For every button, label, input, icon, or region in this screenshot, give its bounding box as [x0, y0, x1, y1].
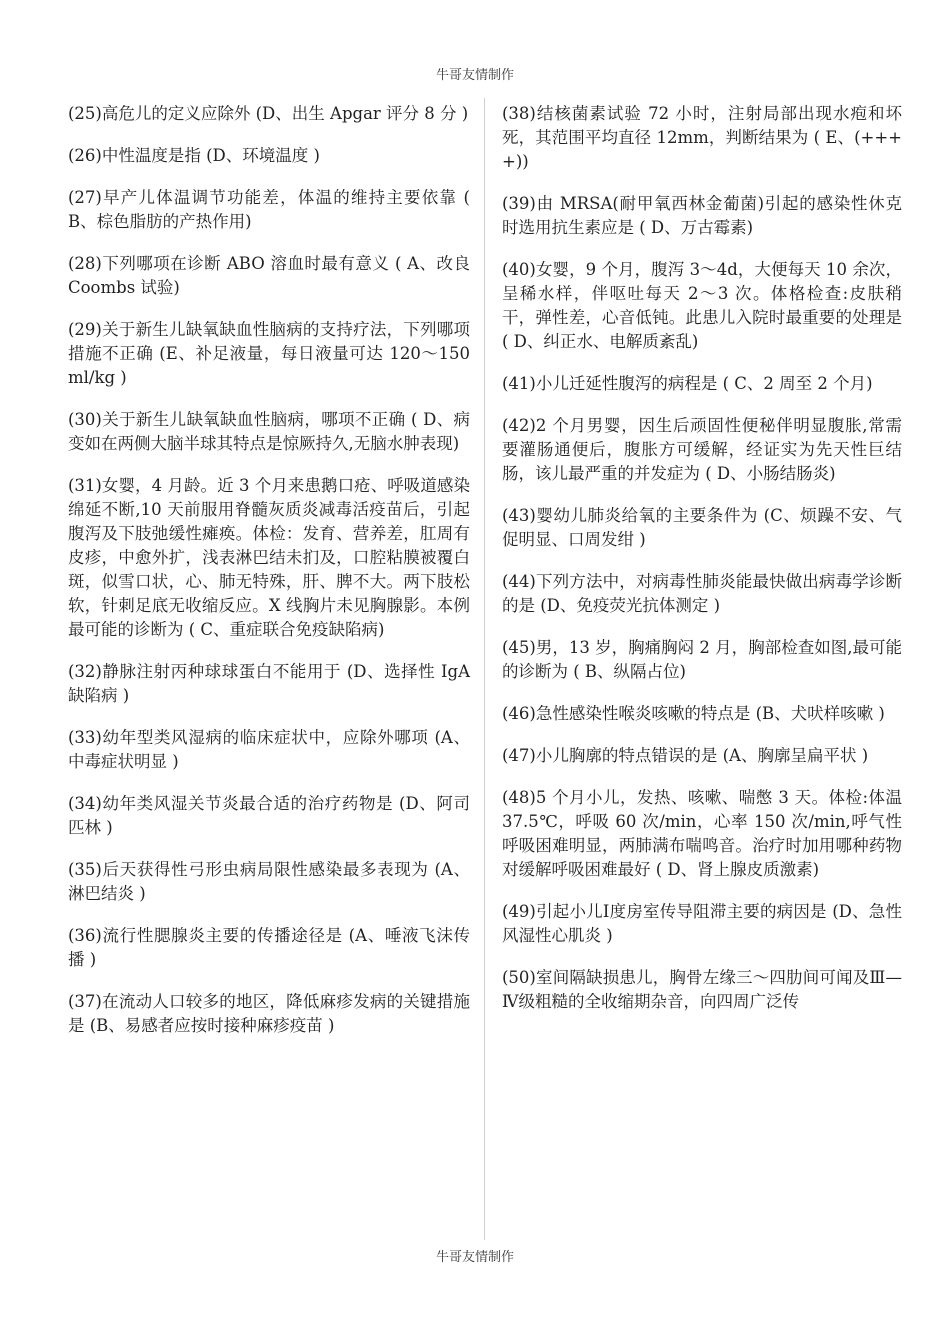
question-30: (30)关于新生儿缺氧缺血性脑病，哪项不正确 ( D、病变如在两侧大脑半球其特点是惊厥持久,无脑水肿表现) — [68, 410, 470, 453]
question-33: (33)幼年型类风湿病的临床症状中，应除外哪项 (A、中毒症状明显 ) — [68, 728, 470, 771]
question-42: (42)2 个月男婴，因生后顽固性便秘伴明显腹胀,常需要灌肠通便后，腹胀方可缓解，经证实为先天性巨结肠，该儿最严重的并发症为 ( D、小肠结肠炎) — [502, 416, 902, 483]
question-25: (25)高危儿的定义应除外 (D、出生 Apgar 评分 8 分 ) — [68, 104, 469, 123]
question-39: (39)由 MRSA(耐甲氧西林金葡菌)引起的感染性休克时选用抗生素应是 ( D、万古霉素) — [502, 194, 902, 237]
question-27: (27)早产儿体温调节功能差，体温的维持主要依靠 ( B、棕色脂肪的产热作用) — [68, 188, 470, 231]
question-41: (41)小儿迁延性腹泻的病程是 ( C、2 周至 2 个月) — [502, 374, 873, 393]
question-34: (34)幼年类风湿关节炎最合适的治疗药物是 (D、阿司匹林 ) — [68, 794, 470, 837]
question-28: (28)下列哪项在诊断 ABO 溶血时最有意义 ( A、改良 Coombs 试验) — [68, 254, 470, 297]
right-column — [502, 102, 902, 1032]
question-38: (38)结核菌素试验 72 小时，注射局部出现水疱和坏死，其范围平均直径 12mm，判断结果为 ( E、(++++)) — [502, 104, 902, 171]
question-44: (44)下列方法中，对病毒性肺炎能最快做出病毒学诊断的是 (D、免疫荧光抗体测定 ) — [502, 572, 902, 615]
question-47: (47)小儿胸廓的特点错误的是 (A、胸廓呈扁平状 ) — [502, 746, 869, 765]
question-46: (46)急性感染性喉炎咳嗽的特点是 (B、犬吠样咳嗽 ) — [502, 704, 885, 723]
question-32: (32)静脉注射丙种球球蛋白不能用于 (D、选择性 IgA 缺陷病 ) — [68, 662, 470, 705]
question-43: (43)婴幼儿肺炎给氧的主要条件为 (C、烦躁不安、气促明显、口周发绀 ) — [502, 506, 902, 549]
column-divider — [484, 98, 485, 1240]
question-36: (36)流行性腮腺炎主要的传播途径是 (A、唾液飞沫传播 ) — [68, 926, 470, 969]
question-37: (37)在流动人口较多的地区，降低麻疹发病的关键措施是 (B、易感者应按时接种麻疹疫苗 ) — [68, 992, 470, 1035]
question-49: (49)引起小儿Ⅰ度房室传导阻滞主要的病因是 (D、急性风湿性心肌炎 ) — [502, 902, 902, 945]
page-header: 牛哥友情制作 — [435, 68, 514, 83]
question-45: (45)男，13 岁，胸痛胸闷 2 月，胸部检查如图,最可能的诊断为 ( B、纵隔占位) — [502, 638, 902, 681]
left-column — [68, 102, 470, 1056]
question-50: (50)室间隔缺损患儿，胸骨左缘三～四肋间可闻及Ⅲ—Ⅳ级粗糙的全收缩期杂音，向四周广泛传 — [502, 968, 902, 1011]
question-31: (31)女婴，4 月龄。近 3 个月来患鹅口疮、呼吸道感染绵延不断,10 天前服用脊髓灰质炎减毒活疫苗后，引起腹泻及下肢弛缓性瘫痪。体检：发育、营养差，肛周有皮疹，中愈外扩，浅表淋巴结未扪及，口腔粘膜被覆白斑，似雪口状，心、肺无特殊，肝、脾不大。两下肢松软，针刺足底无收缩反应。X 线胸片未见胸腺影。本例最可能的诊断为 ( C、重症联合免疫缺陷病) — [68, 476, 470, 639]
question-29: (29)关于新生儿缺氧缺血性脑病的支持疗法，下列哪项措施不正确 (E、补足液量，每日液量可达 120～150ml/kg ) — [68, 320, 470, 387]
page-footer: 牛哥友情制作 — [435, 1250, 514, 1265]
question-48: (48)5 个月小儿，发热、咳嗽、喘憋 3 天。体检:体温 37.5℃，呼吸 60 次/min，心率 150 次/min,呼气性呼吸困难明显，两肺满布喘鸣音。治疗时加用哪种药物对缓解呼吸困难最好 ( D、肾上腺皮质激素) — [502, 788, 902, 879]
question-26: (26)中性温度是指 (D、环境温度 ) — [68, 146, 320, 165]
question-40: (40)女婴，9 个月，腹泻 3～4d，大便每天 10 余次，呈稀水样，伴呕吐每天 2～3 次。体格检查:皮肤稍干，弹性差，心音低钝。此患儿入院时最重要的处理是 ( D、纠正水、电解质紊乱) — [502, 260, 902, 351]
question-35: (35)后天获得性弓形虫病局限性感染最多表现为 (A、淋巴结炎 ) — [68, 860, 470, 903]
